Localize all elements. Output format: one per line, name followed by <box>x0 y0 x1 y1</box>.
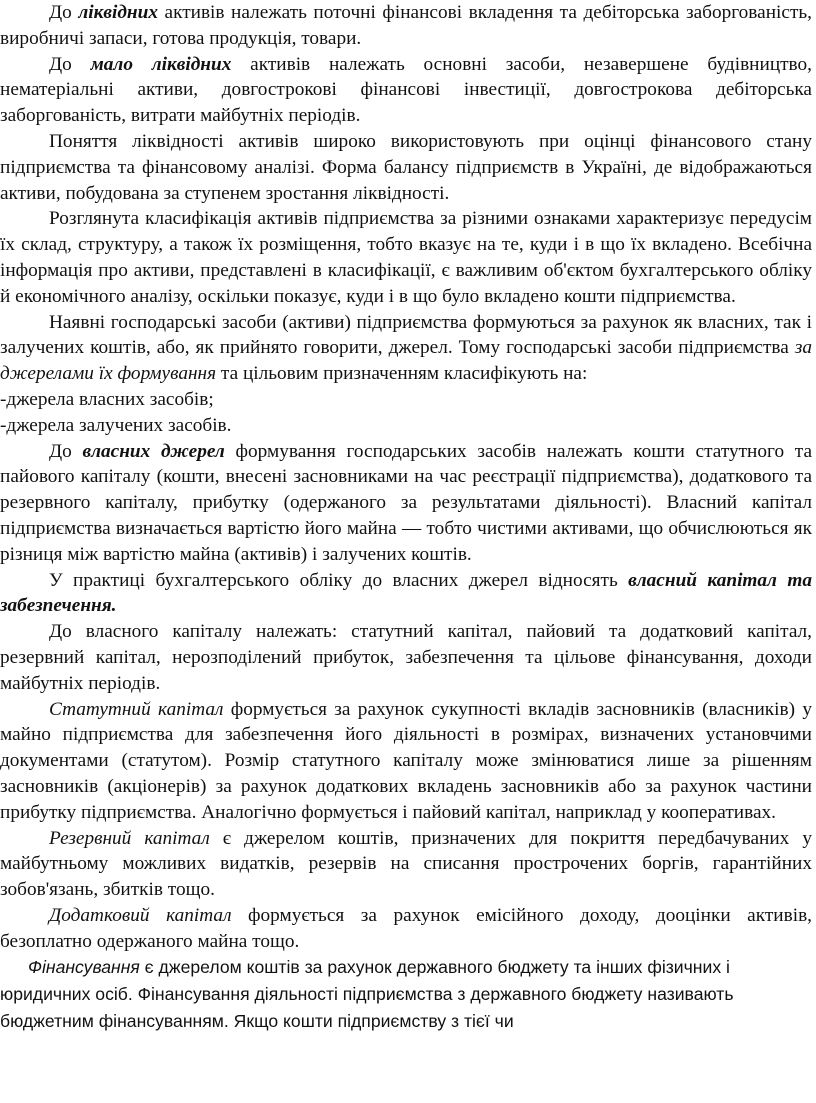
paragraph-financing: Фінансування є джерелом коштів за рахунок державного бюджету та інших фізичних і юридичних осіб. Фінансування діяльності підприємства з державного бюджету називають бюджетним фінансуванням. Якщо кошти підприємству з тієї чи <box>0 957 734 1032</box>
term-liquid: ліквідних <box>78 2 158 23</box>
paragraph-additional-capital: Додатковий капітал формується за рахунок емісійного доходу, дооцінки активів, безоплатно одержаного майна тощо. <box>0 904 812 952</box>
term-authorized-capital: Статутний капітал <box>49 698 224 720</box>
paragraph-accounting-practice: У практиці бухгалтерського обліку до власних джерел відносять власний капітал та забезпечення. <box>0 569 812 617</box>
paragraph-classification: Розглянута класифікація активів підприємства за різними ознаками характеризує передусім їх склад, структуру, а також їх розміщення, тобто вказує на те, куди і в що їх вкладено. Всебічна інформація про активи, представлені в класифікації, є важливим об'єктом бухгалтерського обліку й економічного аналізу, оскільки показує, куди і в що було вкладено кошти підприємства. <box>0 208 812 307</box>
paragraph-sources: Наявні господарські засоби (активи) підприємства формуються за рахунок як власних, так і залучених коштів, або, як прийнято говорити, джерел. Тому господарські засоби підприємства за джерелами їх формування та цільовим призначенням класифікують на: <box>0 311 812 385</box>
paragraph-financing-block <box>0 954 812 1035</box>
list-item-borrowed-sources: -джерела залучених засобів. <box>0 414 232 436</box>
term-equity-provisions: власний капітал та забезпечення. <box>0 569 812 617</box>
paragraph-equity-contents: До власного капіталу належать: статутний капітал, пайовий та додатковий капітал, резервний капітал, нерозподілений прибуток, забезпечення та цільове фінансування, доходи майбутніх періодів. <box>0 621 812 694</box>
term-reserve-capital: Резервний капітал <box>49 827 210 849</box>
term-additional-capital: Додатковий капітал <box>49 904 232 926</box>
paragraph-own-sources: До власних джерел формування господарських засобів належать кошти статутного та пайового капіталу (кошти, внесені засновниками на час реєстрації підприємства), додаткового та резервного капіталу, прибутку (одержаного за результатами діяльності). Власний капітал підприємства визначається вартістю його майна — тобто чистими активами, що обчислюються як різниця між вартістю майна (активів) і залучених коштів. <box>0 440 813 565</box>
term-own-sources: власних джерел <box>82 440 225 462</box>
paragraph-reserve-capital: Резервний капітал є джерелом коштів, призначених для покриття передбачуваних у майбутньому можливих видатків, резервів на списання прострочених боргів, гарантійних зобов'язань, збитків тощо. <box>0 827 812 901</box>
paragraph-low-liquid-assets: До мало ліквідних активів належать основні засоби, незавершене будівництво, нематеріальні активи, довгострокові фінансові інвестиції, довгострокова дебіторська заборгованість, витрати майбутніх періодів. <box>0 53 812 127</box>
term-by-sources: за джерелами їх формування <box>0 337 812 385</box>
list-item-own-sources: -джерела власних засобів; <box>0 388 214 410</box>
term-low-liquid: мало ліквідних <box>90 53 232 75</box>
paragraph-liquidity-concept: Поняття ліквідності активів широко використовують при оцінці фінансового стану підприємства та фінансовому аналізі. Форма балансу підприємств в Україні, де відображаються активи, побудована за ступенем зростання ліквідності. <box>0 130 812 204</box>
term-financing: Фінансування <box>28 957 140 978</box>
paragraph-liquid-assets: До ліквідних активів належать поточні фінансові вкладення та дебіторська заборгованість, виробничі запаси, готова продукція, товари. <box>0 2 812 49</box>
paragraph-authorized-capital: Статутний капітал формується за рахунок сукупності вкладів засновників (власників) у майно підприємства для забезпечення його діяльності в розмірах, визначених установчими документами (статутом). Розмір статутного капіталу може змінюватися лише за рішенням засновників (акціонерів) за рахунок додаткових вкладень засновників або за рахунок частини прибутку підприємства. Аналогічно формується і пайовий капітал, наприклад у кооперативах. <box>0 698 812 823</box>
